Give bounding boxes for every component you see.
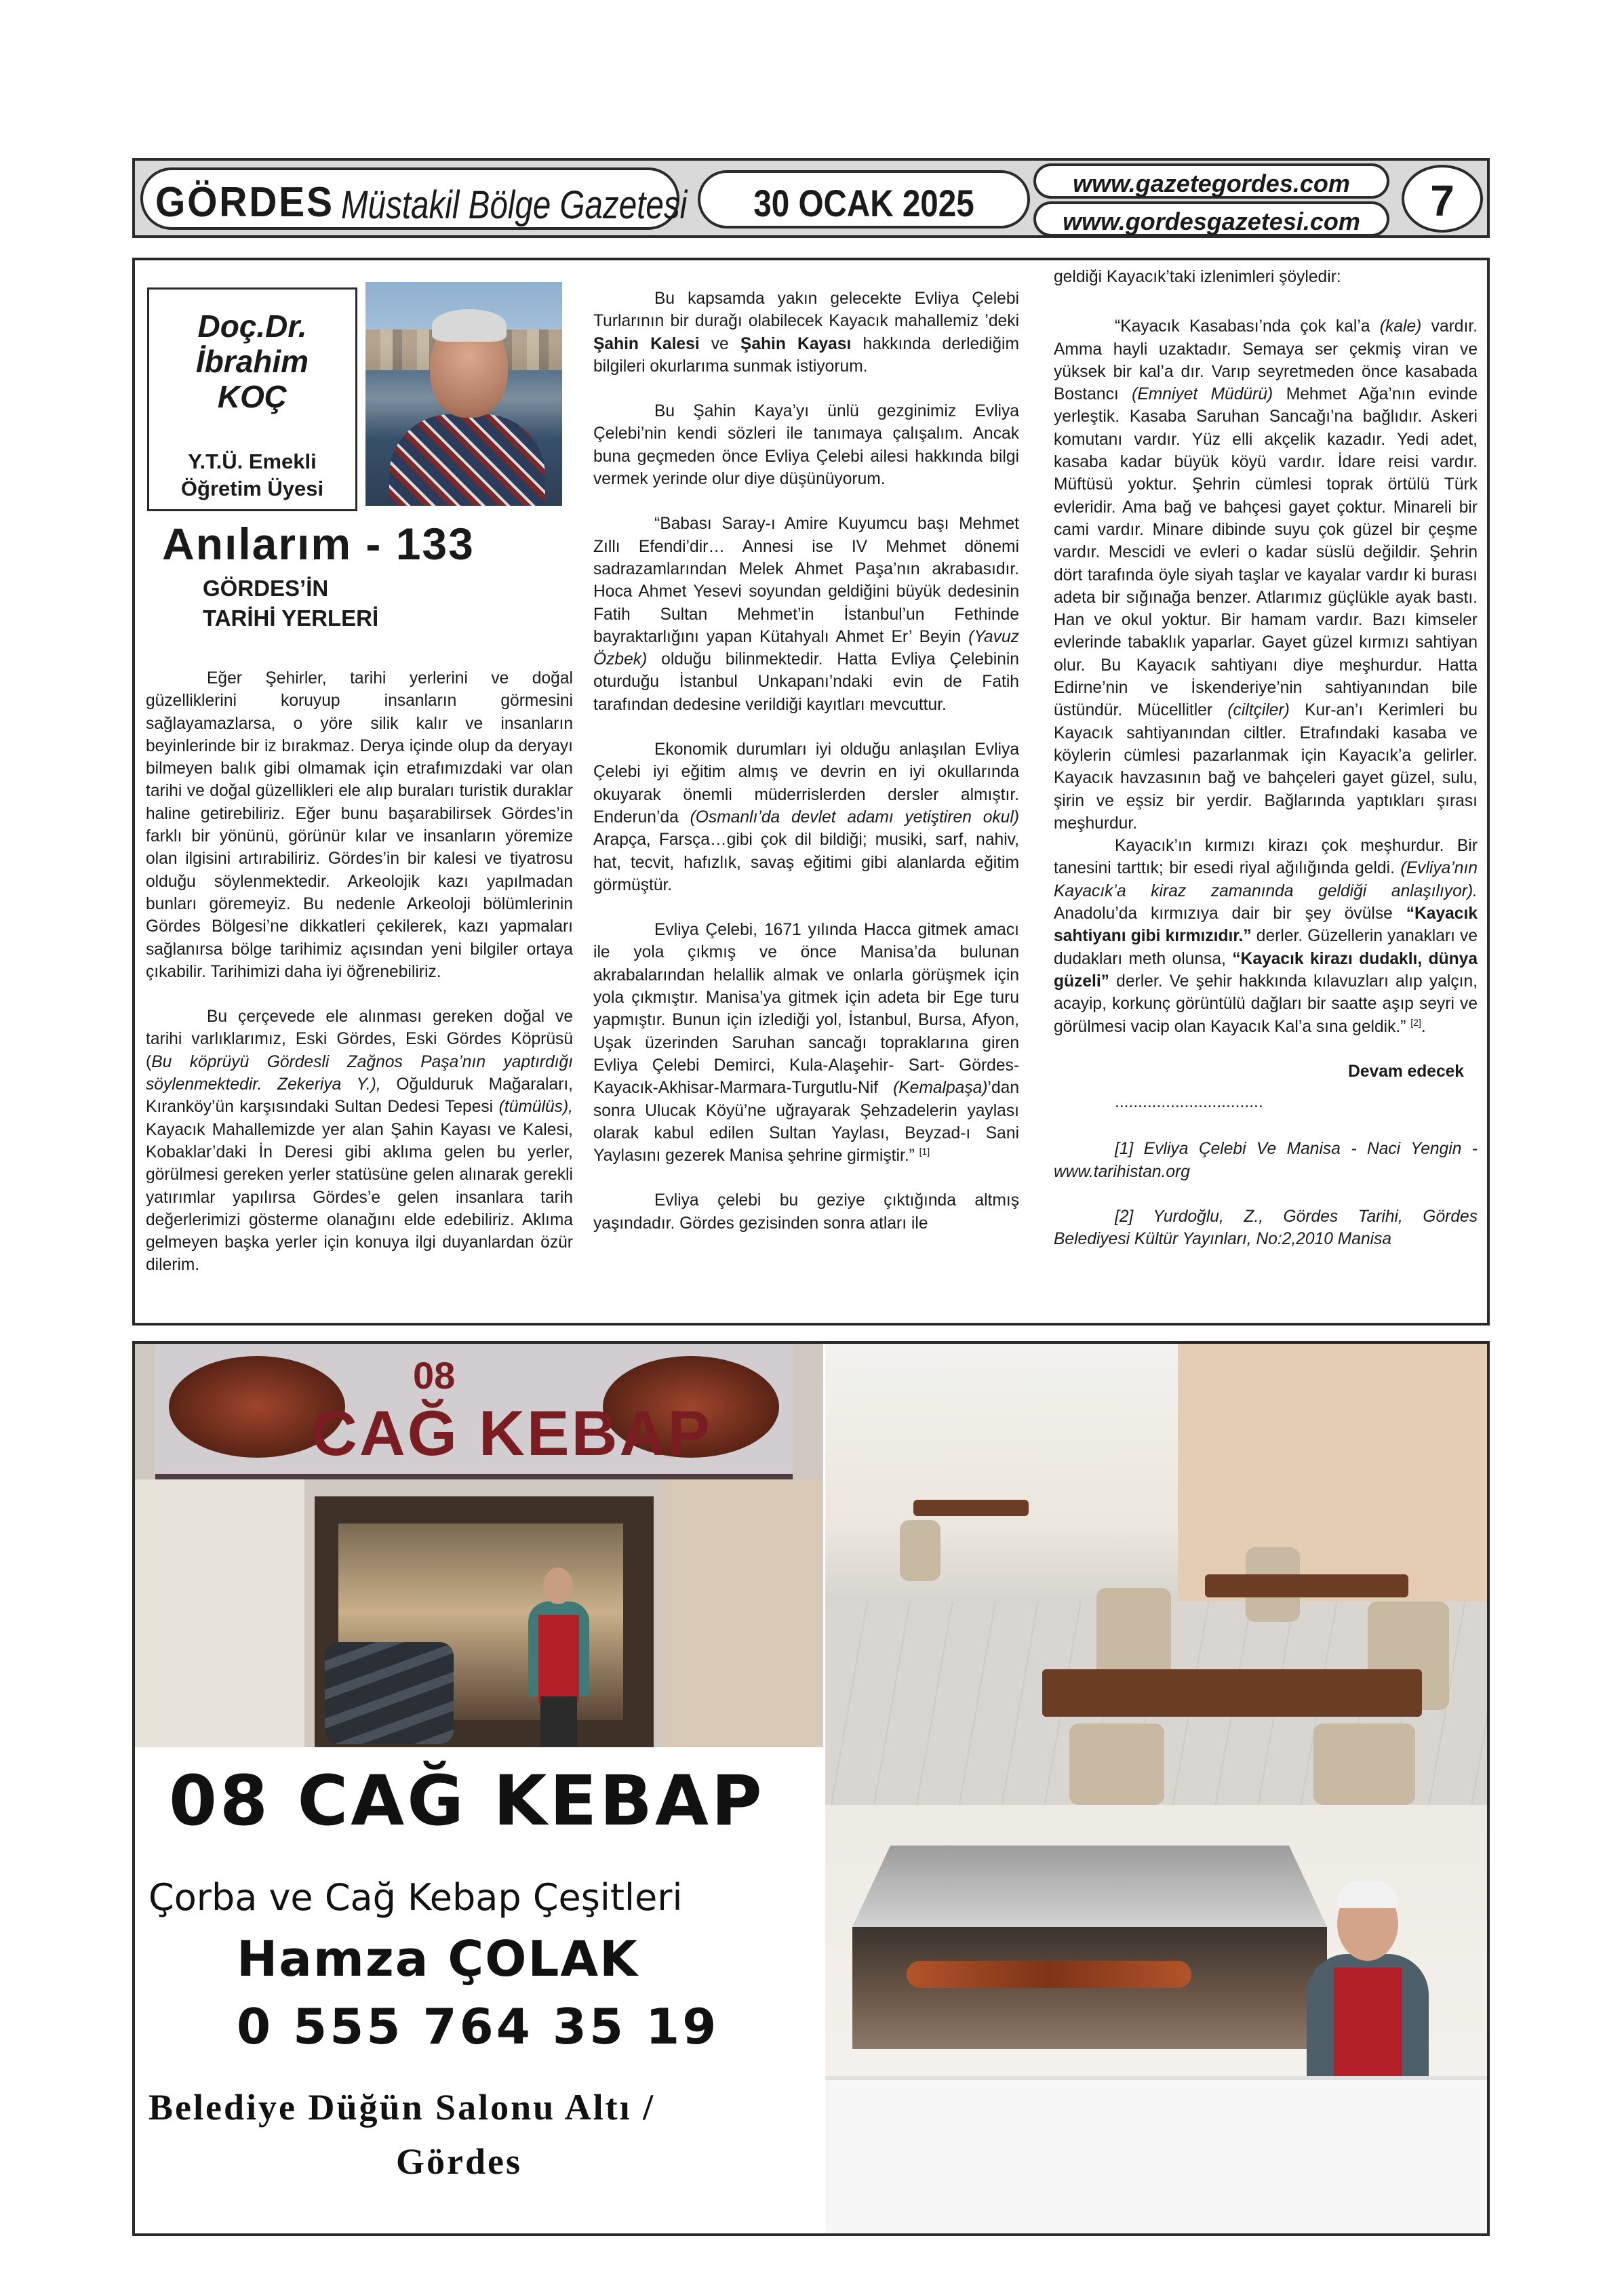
author-name xyxy=(149,308,355,414)
website-url-2: www.gordesgazetesi.com xyxy=(1063,207,1360,235)
paragraph: Bu kapsamda yakın gelecekte Evliya Çelebi Turlarının bir durağı olabilecek Kayacık mahallemiz ’deki Şahin Kalesi ve Şahin Kayası hakkında derlediğim bilgileri okurlarıma sunmak istiyorum. xyxy=(593,290,1019,376)
newspaper-subtitle: Müstakil Bölge Gazetesi xyxy=(341,183,688,227)
author-role xyxy=(149,448,355,502)
paragraph: “Kayacık Kasabası’nda çok kal’a (kale) vardır. Amma hayli uzaktadır. Semaya ser çekmiş viran ve yüksek bir kal’a dır. Varıp seyretmeden önce kasabada Bostancı (Emniyet Müdürü) Mehmet Ağa’nın evinde yerleştik. Kasaba Saruhan Sancağı’na bağlıdır. Askeri komutanı vardır. Yüz elli akçelik kazadır. Yedi adet, kasaba kadar büyük köyü vardır. İdare reisi vardır. Müftüsü yoktur. Şehrin cümlesi toprak örtülü Türk evleridir. Ama bağ ve bahçesi gayet çoktur. Minareli bir cami vardır. Minare dibinde suyu çok güzel bir çeşme vardır. Mescidi ve evleri o kadar süslü değildir. Şehrin dört tarafında öyle siyah taşlar ve kayalar vardır ki burası adeta bir sığınağa benzer. Atlarımız güçlükle ayak bastı. Han ve okul yoktur. Bir hamam vardır. Bazı kimseler evlerinde tabaklık yaparlar. Gayet güzel kırmızı sahtiyan olur. Bu Kayacık sahtiyanı diye meşhurdur. Hatta Edirne’nin ve İskenderiye’nin sahtiyanından bile üstündür. Mücellitler (ciltçiler) Kur-an’ı Kerimleri bu Kayacık sahtiyanından ciltler. Etrafındaki kasaba ve köylerin cümlesi pazarlanmak için Kayacık’a gelirler. Kayacık havzasının bağ ve bahçeleri gayet güzel, sulu, şirin ve eşsiz bir yerdir. Bağlarında yaptıkları şırası meşhurdur. xyxy=(1054,317,1478,833)
advertisement xyxy=(132,1341,1490,2236)
website-link-2[interactable] xyxy=(1033,201,1389,237)
paragraph: Bu çerçevede ele alınması gereken doğal ve tarihi varlıklarımız, Eski Gördes, Eski Gördes Köprüsü (Bu köprüyü Gördesli Zağnos Paşa’nın yaptırdığı söylenmektedir. Zekeriya Y.), Oğulduruk Mağaraları, Kıranköy’ün karşısındaki Sultan Dedesi Tepesi (tümülüs), Kayacık Mahallemizde yer alan Şahin Kayası ve Kalesi, Kobaklar’daki İn Deresi gibi aklıma gelen bu yerler, görülmesi gereken yerler statüsüne gelen alınarak gerekli yatırımlar yapılırsa Gördes’e gelen insanlara tarih değerlerimizi gösterme olanağını elde edebiliriz. Aklıma gelmeyen başka yerler için konuya ilgi duyanlardan özür dilerim. xyxy=(146,1008,573,1275)
website-url-1: www.gazetegordes.com xyxy=(1073,170,1350,197)
sign-line-2: CAĞ KEBAP xyxy=(311,1397,713,1469)
separator-dots: ................................ xyxy=(1115,1093,1263,1112)
article-headline: Anılarım - 133 xyxy=(162,519,475,569)
phone-number[interactable]: 0 555 764 35 19 xyxy=(237,1998,719,2055)
paragraph: geldiği Kayacık’taki izlenimleri şöyledir: xyxy=(1054,268,1341,286)
article-column-3 xyxy=(1054,266,1478,1273)
author-role-line-2: Öğretim Üyesi xyxy=(180,477,324,500)
address-line-1: Belediye Düğün Salonu Altı / xyxy=(148,2087,656,2128)
paragraph: Kayacık’ın kırmızı kirazı çok meşhurdur. Bir tanesini tarttık; bir esedi riyal ağılığında geldi. (Evliya’nın Kayacık’a kiraz zamanında geldiği anlaşılıyor). Anadolu’da kırmızıya dair bir şey övülse “Kayacık sahtiyanı gibi kırmızıdır.” derler. Güzellerin yanakları ve dudakları meth olunsa, “Kayacık kirazı dudaklı, dünya güzeli” derler. Ve şehir hakkında kılavuzları alıp yalçın, acayip, korkunç görüntülü dağları bir saatte aşıp seyri ve görülmesi vacip olan Kayacık Kal’a sına geldik.” [2]. xyxy=(1054,837,1478,1036)
article-subhead xyxy=(203,574,378,633)
paragraph: Ekonomik durumları iyi olduğu anlaşılan Evliya Çelebi iyi eğitim almış ve devrin en iyi okullarında okuyarak önemli müderrislerden dersler almıştır. Enderun’da (Osmanlı’da devlet adamı yetiştiren okul) Arapça, Farsça…gibi çok dil bildiği; musiki, sarf, nahiv, hat, tecvit, hafızlık, savaş eğitimi gibi alanlarda eğitim görmüştür. xyxy=(593,740,1019,894)
article-column-2 xyxy=(593,287,1019,1257)
address-line-2: Gördes xyxy=(396,2141,522,2182)
newspaper-brand: GÖRDES xyxy=(155,179,334,226)
paragraph: “Babası Saray-ı Amire Kuyumcu başı Mehmet Zıllı Efendi’dir… Annesi ise IV Mehmet dönemi sadrazamlarından Melek Ahmet Paşa’nın akrabasıdır. Hoca Ahmet Yesevi soyundan geldiğini büyük dedesinin Fatih Sultan Mehmet’in İstanbul’un Fethinde bayraktarlığını yapan Kütahyalı Ahmet Er’ Beyin (Yavuz Özbek) olduğu bilinmektedir. Hatta Evliya Çelebinin oturduğu İstanbul Unkapanı’ndaki evin de Fatih tarafından dedesine verildiği kayıtları mevcuttur. xyxy=(593,515,1019,714)
masthead-title-box xyxy=(140,167,688,230)
grill-kitchen-photo xyxy=(825,1805,1490,2236)
author-last-name: KOÇ xyxy=(217,379,288,414)
reference-1: [1] Evliya Çelebi Ve Manisa - Naci Yengin - www.tarihistan.org xyxy=(1054,1140,1478,1181)
restaurant-description: Çorba ve Cağ Kebap Çeşitleri xyxy=(148,1876,683,1919)
shop-front-photo xyxy=(135,1344,823,1747)
page-number-box xyxy=(1402,165,1483,233)
article xyxy=(132,258,1490,1326)
author-box xyxy=(147,287,357,511)
paragraph: Eğer Şehirler, tarihi yerlerini ve doğal güzelliklerini koruyup insanların görmesini sağlayamazlarsa, o yöre silik kalır ve insanların beyinlerinde bir iz bırakmaz. Derya içinde olup da deryayı bilmeyen balık gibi olmamak için etrafımızdaki var olan tarihi ve doğal güzellikleri ele alıp buraları turistik duraklar haline getirebiliriz. Eğer bunu başarabilirsek Gördes’in farklı bir yönünü, görünür kılar ve insanların yöremize olan ilgisini artırabiliriz. Gördes’in bir kalesi ve tiyatrosu olduğu söylenmektedir. Arkeolojik kazı yapılmadan bunları göremeyiz. Bu nedenle Arkeoloji bölümlerinin Gördes Bölgesi’ne dikkatleri çekilerek, kazı yapmaları sağlanırsa bölge tarihimiz açısından yeni bilgiler ortaya çıkabilir. Tarihimizi daha iyi öğrenebiliriz. xyxy=(146,669,573,981)
author-photo xyxy=(365,282,562,506)
issue-date-box xyxy=(698,170,1030,228)
paragraph: Evliya Çelebi, 1671 yılında Hacca gitmek amacı ile yola çıkmış ve önce Manisa’da bulunan akrabalarından helallik almak ve onlarla görüşmek için yola çıkmıştır. Manisa’ya gitmek için adeta bir Ege turu yapmıştır. Bunun için izlediği yol, İstanbul, Bursa, Afyon, Uşak üzerinden Saruhan sancağı topraklarına giren Evliya Çelebi Demirci, Kula-Alaşehir- Sart- Gördes-Kayacık-Akhisar-Marmara-Turgutlu-Nif (Kemalpaşa)’dan sonra Ulucak Köyü’ne uğrayarak Şehzadelerin yaylası olarak kabul edilen Sultan Yaylası, Beyzad-ı Sani Yaylasını gezerek Manisa şehrine girmiştir.” [1] xyxy=(593,921,1019,1166)
restaurant-name: 08 CAĞ KEBAP xyxy=(169,1761,765,1841)
owner-name: Hamza ÇOLAK xyxy=(237,1930,639,1987)
sign-line-1: 08 xyxy=(413,1354,456,1397)
subhead-line-2: TARİHİ YERLERİ xyxy=(203,605,379,631)
page-number: 7 xyxy=(1430,176,1454,225)
ad-text-panel xyxy=(135,1747,823,2236)
author-title: Doç.Dr. xyxy=(197,308,307,344)
subhead-line-1: GÖRDES’İN xyxy=(203,576,329,601)
article-column-1 xyxy=(146,667,573,1299)
issue-date: 30 OCAK 2025 xyxy=(753,182,974,224)
paragraph: Evliya çelebi bu geziye çıktığında altmış yaşındadır. Gördes gezisinden sonra atları ile xyxy=(593,1191,1019,1233)
masthead xyxy=(132,158,1490,238)
author-role-line-1: Y.T.Ü. Emekli xyxy=(188,450,317,473)
dining-room-photo xyxy=(825,1344,1490,1805)
shop-sign xyxy=(155,1344,793,1479)
reference-2: [2] Yurdoğlu, Z., Gördes Tarihi, Gördes Belediyesi Kültür Yayınları, No:2,2010 Manisa xyxy=(1054,1207,1478,1249)
author-first-name: İbrahim xyxy=(195,344,309,379)
paragraph: Bu Şahin Kaya’yı ünlü gezginimiz Evliya Çelebi’nin kendi sözleri ile tanımaya çalışalım. Ancak buna geçmeden önce Evliya Çelebi ailesi hakkında bilgi vermek yerinde olur diye düşünüyorum. xyxy=(593,402,1019,489)
website-link-1[interactable] xyxy=(1033,163,1389,199)
continued-note: Devam edecek xyxy=(1348,1062,1464,1081)
